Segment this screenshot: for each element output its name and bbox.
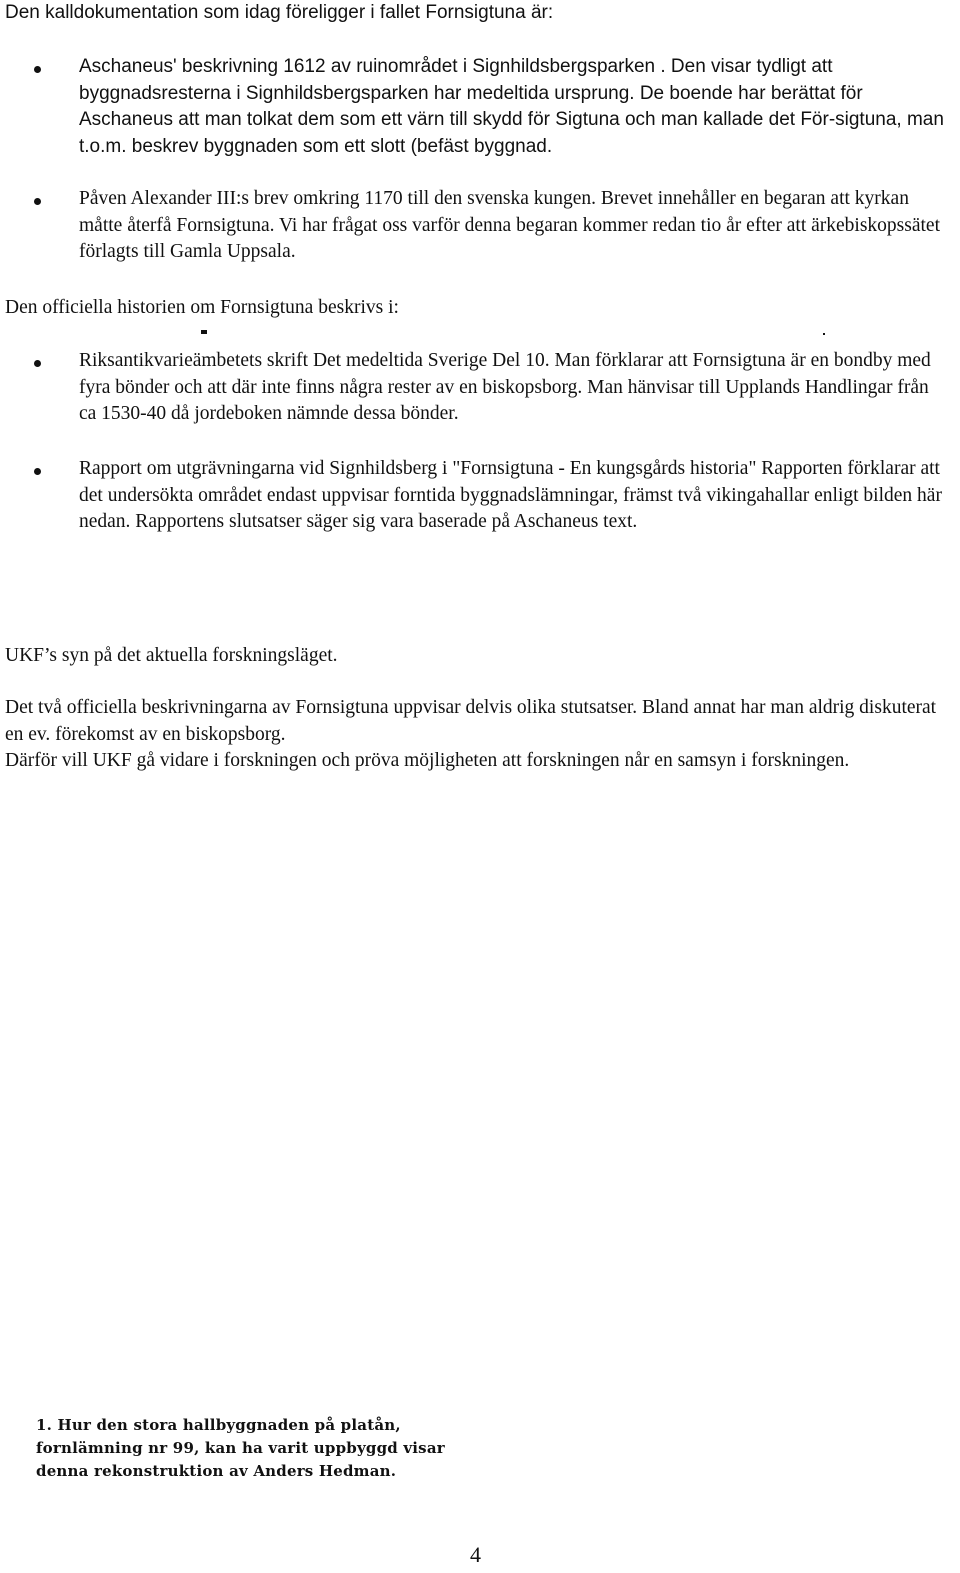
bullet-icon [34,468,41,475]
bullet-icon [34,360,41,367]
ukf-paragraph: Det två officiella beskrivningarna av Fornsigtuna uppvisar delvis olika stutsatser. Bland annat har man aldrig diskuterat en ev. förekomst av en biskopsborg. [5,697,937,745]
list-item-text: Rapport om utgrävningarna vid Signhildsberg i "Fornsigtuna - En kungsgårds historia" Rapporten förklarar att det undersökta området endast uppvisar forntida byggnadslämningar, främst två vikingahallar enligt bilden här nedan. Rapportens slutsatser säger sig vara baserade på Aschaneus text. [79,458,942,532]
ukf-paragraph: Därför vill UKF gå vidare i forskningen och pröva möjligheten att forskningen når en samsyn i forskningen. [5,750,850,771]
scan-mark [201,330,207,334]
bullet-icon [34,66,41,73]
figure-caption: 1. Hur den stora hallbyggnaden på platån, fornlämning nr 99, kan ha varit uppbyggd visar denna rekonstruktion av Anders Hedman. [36,1416,445,1480]
official-history-heading: Den officiella historien om Fornsigtuna beskrivs i: [5,297,399,318]
scan-mark [823,333,825,335]
page-number: 4 [470,1542,481,1567]
bullet-icon [34,198,41,205]
list-item-text: Riksantikvarieämbetets skrift Det medeltida Sverige Del 10. Man förklarar att Fornsigtuna är en bondby med fyra bönder och att där inte finns några rester av en biskopsborg. Man hänvisar till Upplands Handlingar från ca 1530-40 då jordeboken nämnde dessa bönder. [79,350,931,424]
ukf-heading: UKF’s syn på det aktuella forskningsläget. [5,645,338,666]
list-item-text: Aschaneus' beskrivning 1612 av ruinområdet i Signhildsbergsparken . Den visar tydligt att byggnadsresterna i Signhildsbergsparken har medeltida ursprung. De boende har berättat för Aschaneus att man tolkat dem som ett värn till skydd för Sigtuna och man kallade det För-sigtuna, man t.o.m. beskrev byggnaden som ett slott (befäst byggnad. [79,56,944,157]
list-item-text: Påven Alexander III:s brev omkring 1170 till den svenska kungen. Brevet innehåller en begaran att kyrkan måtte återfå Fornsigtuna. Vi har frågat oss varför denna begaran kommer redan tio år efter att ärkebiskopssätet förlagts till Gamla Uppsala. [79,188,941,262]
intro-text: Den kalldokumentation som idag föreligger i fallet Fornsigtuna är: [5,2,554,23]
